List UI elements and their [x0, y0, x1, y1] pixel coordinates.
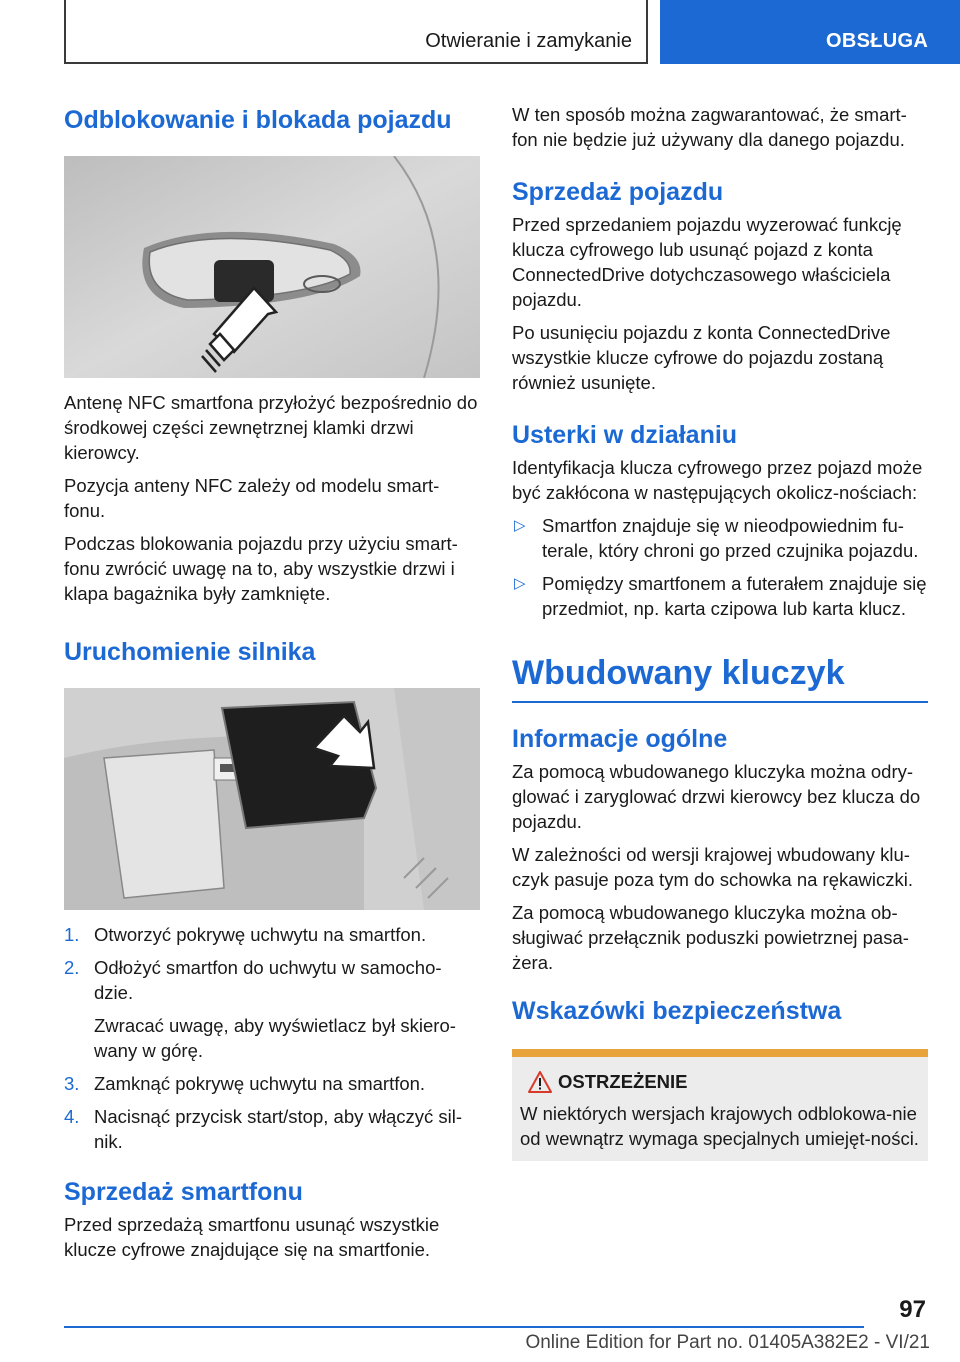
- step-number: 1.: [64, 924, 80, 945]
- list-item: [64, 1104, 480, 1154]
- step-number: 2.: [64, 957, 80, 978]
- door-handle-figure: [64, 156, 480, 378]
- sell-smartphone-paragraph: Przed sprzedażą smartfonu usunąć wszystkie klucze cyfrowe znajdujące się na smartfonie.: [64, 1214, 440, 1260]
- unlock-paragraph-2: Pozycja anteny NFC zależy od modelu smart-fonu.: [64, 475, 440, 521]
- section-title: OBSŁUGA: [826, 30, 929, 52]
- intro-paragraph: W ten sposób można zagwarantować, że smart-fon nie będzie już używany dla danego pojazdu.: [512, 104, 907, 150]
- builtin-paragraph-2: W zależności od wersji krajowej wbudowany klu-czyk pasuje poza tym do schowka na rękawiczki.: [512, 844, 914, 890]
- page-number: 97: [899, 1296, 926, 1323]
- header-chapter-box: [64, 0, 648, 64]
- bullet-text: Pomiędzy smartfonem a futerałem znajduje się przedmiot, np. karta czipowa lub karta klucz.: [542, 573, 927, 619]
- list-item: [512, 571, 928, 621]
- builtin-paragraph-1: Za pomocą wbudowanego kluczyka można odry-glować i zaryglować drzwi kierowcy bez klucza do pojazdu.: [512, 761, 921, 832]
- right-column: [512, 90, 928, 1161]
- heading-faults: Usterki w działaniu: [512, 421, 738, 449]
- start-steps-list: [64, 922, 480, 1154]
- warning-title: OSTRZEŻENIE: [558, 1071, 688, 1092]
- left-column: [64, 90, 480, 1262]
- list-item: [64, 955, 480, 1063]
- step-subtext: Zwracać uwagę, aby wyświetlacz był skiero-wany w górę.: [94, 1015, 456, 1061]
- sell-vehicle-paragraph-1: Przed sprzedaniem pojazdu wyzerować funkcję klucza cyfrowego lub usunąć pojazd z konta ConnectedDrive dotychczasowego właściciela pojazdu.: [512, 214, 902, 310]
- warning-triangle-icon: [528, 1071, 552, 1093]
- heading-unlock: Odblokowanie i blokada pojazdu: [64, 106, 452, 134]
- heading-general-info: Informacje ogólne: [512, 725, 728, 753]
- list-item: [512, 513, 928, 563]
- footer-edition: Online Edition for Part no. 01405A382E2 - VI/21: [525, 1332, 930, 1353]
- step-text: Nacisnąć przycisk start/stop, aby włączyć sil-nik.: [94, 1106, 463, 1152]
- heading-sell-vehicle: Sprzedaż pojazdu: [512, 178, 724, 206]
- step-text: Otworzyć pokrywę uchwytu na smartfon.: [94, 924, 427, 945]
- footer-divider: [64, 1326, 864, 1328]
- list-item: [64, 922, 480, 947]
- warning-bar: [512, 1049, 928, 1057]
- faults-paragraph: Identyfikacja klucza cyfrowego przez pojazd może być zakłócona w następujących okolicz-nościach:: [512, 457, 923, 503]
- warning-box: [512, 1049, 928, 1161]
- list-item: [64, 1071, 480, 1096]
- phone-holder-figure: [64, 688, 480, 910]
- unlock-paragraph-3: Podczas blokowania pojazdu przy użyciu smart-fonu zwrócić uwagę na to, aby wszystkie drzwi i klapa bagażnika były zamknięte.: [64, 533, 458, 604]
- heading-safety: Wskazówki bezpieczeństwa: [512, 997, 842, 1025]
- step-number: 4.: [64, 1106, 80, 1127]
- heading-engine-start: Uruchomienie silnika: [64, 638, 316, 666]
- triangle-bullet-icon: ▷: [514, 517, 526, 534]
- warning-header: [520, 1069, 920, 1095]
- faults-bullet-list: [512, 513, 928, 621]
- step-text: Zamknąć pokrywę uchwytu na smartfon.: [94, 1073, 426, 1094]
- heading-sell-smartphone: Sprzedaż smartfonu: [64, 1178, 303, 1206]
- step-number: 3.: [64, 1073, 80, 1094]
- builtin-paragraph-3: Za pomocą wbudowanego kluczyka można ob-sługiwać przełącznik poduszki powietrznej pasa-żera.: [512, 902, 909, 973]
- warning-text: W niektórych wersjach krajowych odblokowa-nie od wewnątrz wymaga specjalnych umiejęt-ności.: [520, 1103, 919, 1149]
- bullet-text: Smartfon znajduje się w nieodpowiednim fu-terale, który chroni go przed czujnika pojazdu.: [542, 515, 919, 561]
- triangle-bullet-icon: ▷: [514, 575, 526, 592]
- chapter-title: Otwieranie i zamykanie: [425, 30, 632, 52]
- header-section-tab[interactable]: [660, 0, 960, 64]
- heading-builtin-key: Wbudowany kluczyk: [512, 651, 928, 703]
- sell-vehicle-paragraph-2: Po usunięciu pojazdu z konta ConnectedDrive wszystkie klucze cyfrowe do pojazdu zostaną również usunięte.: [512, 322, 891, 393]
- unlock-paragraph-1: Antenę NFC smartfona przyłożyć bezpośrednio do środkowej części zewnętrznej klamki drzwi kierowcy.: [64, 392, 478, 463]
- step-text: Odłożyć smartfon do uchwytu w samocho-dzie.: [94, 957, 442, 1003]
